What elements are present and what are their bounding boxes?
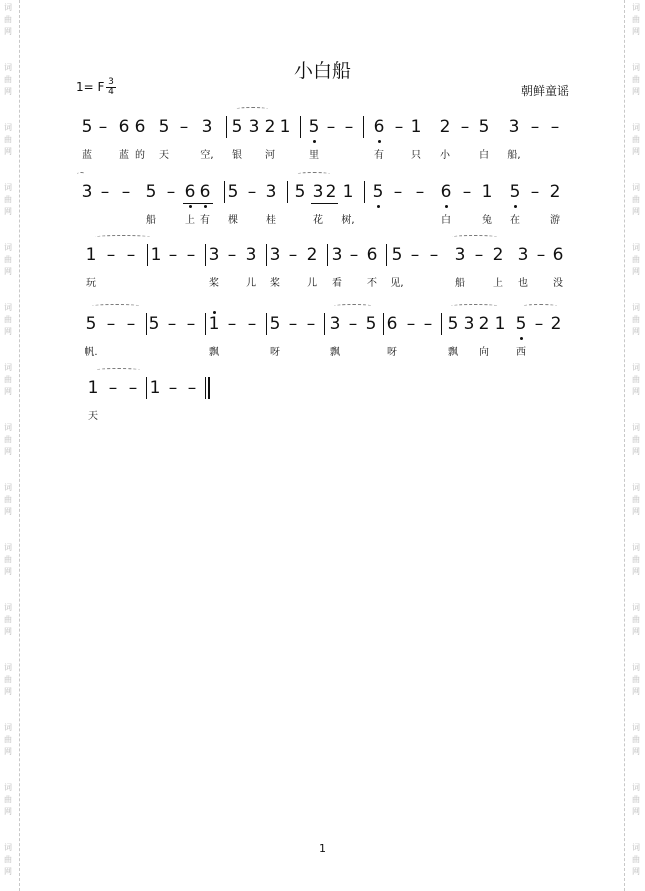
- time-signature: [106, 78, 116, 97]
- note: 3: [208, 245, 220, 265]
- watermark-glyph: 词: [632, 363, 640, 372]
- low-octave-dot: [378, 140, 381, 143]
- slur: [452, 235, 497, 239]
- watermark-glyph: 词: [632, 3, 640, 12]
- sustain-dash: –: [186, 314, 196, 334]
- low-octave-dot: [189, 205, 192, 208]
- note: 5: [158, 117, 170, 137]
- watermark-glyph: 曲: [632, 15, 640, 24]
- lyric: 飘: [330, 347, 340, 358]
- sustain-dash: –: [460, 117, 470, 137]
- sustain-dash: –: [108, 378, 118, 398]
- lyric: 船: [146, 215, 156, 226]
- note: 1: [208, 314, 220, 334]
- sustain-dash: –: [462, 182, 472, 202]
- slur: [334, 304, 372, 308]
- note: 5: [294, 182, 306, 202]
- sustain-dash: –: [126, 245, 136, 265]
- lyric: 玩: [86, 278, 96, 289]
- sustain-dash: –: [393, 182, 403, 202]
- lyric: 没: [553, 278, 563, 289]
- watermark-glyph: 词: [4, 783, 12, 792]
- watermark-glyph: 曲: [632, 675, 640, 684]
- watermark-glyph: 词: [632, 663, 640, 672]
- note: 6: [386, 314, 398, 334]
- watermark-glyph: 词: [4, 483, 12, 492]
- key-signature: 1= F: [76, 80, 105, 94]
- sustain-dash: –: [348, 314, 358, 334]
- lyric: 船,: [507, 150, 521, 161]
- watermark-group: [2, 482, 14, 518]
- watermark-glyph: 词: [632, 183, 640, 192]
- note: 3: [329, 314, 341, 334]
- barline: [300, 116, 301, 138]
- sustain-dash: –: [474, 245, 484, 265]
- watermark-glyph: 网: [4, 387, 12, 396]
- sustain-dash: –: [106, 314, 116, 334]
- watermark-glyph: 曲: [632, 435, 640, 444]
- sustain-dash: –: [410, 245, 420, 265]
- watermark-glyph: 词: [4, 603, 12, 612]
- watermark-glyph: 网: [632, 267, 640, 276]
- lyric: 的: [135, 150, 145, 161]
- watermark-glyph: 网: [4, 147, 12, 156]
- watermark-glyph: 词: [632, 843, 640, 852]
- lyric: 向: [479, 347, 489, 358]
- watermark-glyph: 曲: [632, 795, 640, 804]
- lyric: 游: [550, 215, 560, 226]
- lyric: 也: [518, 278, 528, 289]
- slur: [95, 235, 150, 239]
- lyric: 不: [367, 278, 377, 289]
- sustain-dash: –: [530, 117, 540, 137]
- barline: [324, 313, 325, 335]
- watermark-glyph: 网: [4, 687, 12, 696]
- lyric: 船: [455, 278, 465, 289]
- watermark-glyph: 曲: [4, 855, 12, 864]
- watermark-glyph: 曲: [4, 75, 12, 84]
- lyric: 见,: [390, 278, 404, 289]
- watermark-glyph: 曲: [632, 315, 640, 324]
- watermark-glyph: 网: [632, 747, 640, 756]
- note: 6: [184, 182, 196, 202]
- note: 3: [269, 245, 281, 265]
- watermark-glyph: 曲: [4, 195, 12, 204]
- watermark-glyph: 词: [4, 3, 12, 12]
- composer-credit: 朝鲜童谣: [521, 84, 570, 98]
- lyric: 天: [88, 411, 98, 422]
- note: 2: [264, 117, 276, 137]
- barline: [386, 244, 387, 266]
- note: 5: [391, 245, 403, 265]
- note: 5: [372, 182, 384, 202]
- sustain-dash: –: [167, 314, 177, 334]
- note: 6: [134, 117, 146, 137]
- note: 3: [81, 182, 93, 202]
- watermark-glyph: 词: [4, 303, 12, 312]
- watermark-group: [2, 662, 14, 698]
- low-octave-dot: [204, 205, 207, 208]
- low-octave-dot: [514, 205, 517, 208]
- note: 5: [148, 314, 160, 334]
- lyric: 桨: [270, 278, 280, 289]
- lyric: 呀: [270, 347, 280, 358]
- watermark-glyph: 曲: [632, 75, 640, 84]
- slur: [523, 304, 557, 308]
- watermark-glyph: 曲: [632, 735, 640, 744]
- lyric: 空,: [200, 150, 214, 161]
- watermark-glyph: 网: [4, 507, 12, 516]
- sustain-dash: –: [98, 117, 108, 137]
- watermark-glyph: 词: [632, 243, 640, 252]
- sustain-dash: –: [429, 245, 439, 265]
- watermark-glyph: 曲: [632, 495, 640, 504]
- note: 6: [118, 117, 130, 137]
- sustain-dash: –: [536, 245, 546, 265]
- low-octave-dot: [520, 337, 523, 340]
- watermark-glyph: 网: [4, 867, 12, 876]
- watermark-glyph: 曲: [4, 495, 12, 504]
- note: 2: [492, 245, 504, 265]
- slur: [92, 304, 140, 308]
- watermark-glyph: 网: [632, 627, 640, 636]
- note: 1: [342, 182, 354, 202]
- watermark-glyph: 曲: [632, 375, 640, 384]
- watermark-glyph: 网: [632, 867, 640, 876]
- watermark-glyph: 词: [4, 423, 12, 432]
- watermark-glyph: 词: [632, 63, 640, 72]
- lyric: 有: [374, 150, 384, 161]
- watermark-glyph: 词: [4, 63, 12, 72]
- watermark-glyph: 网: [4, 27, 12, 36]
- watermark-glyph: 曲: [632, 855, 640, 864]
- sustain-dash: –: [166, 182, 176, 202]
- lyric: 银: [232, 150, 242, 161]
- score-row: [0, 371, 645, 461]
- note: 3: [454, 245, 466, 265]
- slur: [451, 304, 498, 308]
- sustain-dash: –: [128, 378, 138, 398]
- watermark-glyph: 网: [632, 807, 640, 816]
- note: 3: [201, 117, 213, 137]
- note: 1: [149, 378, 161, 398]
- watermark-glyph: 词: [4, 723, 12, 732]
- watermark-glyph: 网: [4, 87, 12, 96]
- time-signature-denominator: 4: [106, 87, 116, 97]
- note: 5: [231, 117, 243, 137]
- note: 3: [508, 117, 520, 137]
- note: 2: [439, 117, 451, 137]
- watermark-glyph: 网: [632, 507, 640, 516]
- barline: [441, 313, 442, 335]
- watermark-glyph: 曲: [4, 375, 12, 384]
- lyric: 桨: [209, 278, 219, 289]
- watermark-group: [2, 2, 14, 38]
- note: 2: [550, 314, 562, 334]
- watermark-group: [630, 2, 642, 38]
- watermark-glyph: 网: [632, 147, 640, 156]
- sustain-dash: –: [344, 117, 354, 137]
- watermark-glyph: 网: [4, 567, 12, 576]
- lyric: 白: [479, 150, 489, 161]
- note: 3: [463, 314, 475, 334]
- watermark-glyph: 网: [632, 447, 640, 456]
- note: 2: [478, 314, 490, 334]
- watermark-glyph: 网: [4, 327, 12, 336]
- time-signature-numerator: 3: [108, 77, 114, 87]
- watermark-glyph: 网: [632, 27, 640, 36]
- lyric: 棵: [228, 215, 238, 226]
- sustain-dash: –: [534, 314, 544, 334]
- final-barline-thin: [205, 377, 206, 399]
- note: 5: [447, 314, 459, 334]
- note: 5: [365, 314, 377, 334]
- sustain-dash: –: [530, 182, 540, 202]
- watermark-glyph: 网: [632, 687, 640, 696]
- watermark-glyph: 词: [4, 243, 12, 252]
- watermark-glyph: 词: [632, 783, 640, 792]
- lyric: 飘: [209, 347, 219, 358]
- sustain-dash: –: [349, 245, 359, 265]
- note: 1: [85, 245, 97, 265]
- slur: [96, 368, 140, 372]
- watermark-glyph: 网: [632, 327, 640, 336]
- watermark-glyph: 词: [632, 543, 640, 552]
- sustain-dash: –: [550, 117, 560, 137]
- watermark-glyph: 曲: [4, 15, 12, 24]
- note: 3: [248, 117, 260, 137]
- note: 3: [265, 182, 277, 202]
- watermark-glyph: 曲: [4, 735, 12, 744]
- lyric: 有: [200, 215, 210, 226]
- sustain-dash: –: [288, 245, 298, 265]
- note: 6: [199, 182, 211, 202]
- watermark-group: [2, 542, 14, 578]
- barline: [327, 244, 328, 266]
- watermark-glyph: 词: [632, 603, 640, 612]
- watermark-glyph: 曲: [4, 135, 12, 144]
- watermark-glyph: 词: [632, 423, 640, 432]
- note: 1: [279, 117, 291, 137]
- watermark-glyph: 网: [632, 207, 640, 216]
- barline: [287, 181, 288, 203]
- sustain-dash: –: [415, 182, 425, 202]
- watermark-glyph: 曲: [632, 555, 640, 564]
- lyric: 河: [265, 150, 275, 161]
- note: 5: [509, 182, 521, 202]
- note: 1: [150, 245, 162, 265]
- lyric: 飘: [448, 347, 458, 358]
- note: 6: [366, 245, 378, 265]
- lyric: 兔: [482, 215, 492, 226]
- sustain-dash: –: [187, 378, 197, 398]
- sustain-dash: –: [326, 117, 336, 137]
- low-octave-dot: [313, 140, 316, 143]
- note: 5: [269, 314, 281, 334]
- note: 2: [306, 245, 318, 265]
- sustain-dash: –: [126, 314, 136, 334]
- watermark-group: [2, 782, 14, 818]
- lyric: 蓝: [82, 150, 92, 161]
- lyric: 上: [493, 278, 503, 289]
- watermark-group: [630, 782, 642, 818]
- watermark-glyph: 网: [4, 447, 12, 456]
- watermark-group: [630, 722, 642, 758]
- watermark-glyph: 曲: [632, 195, 640, 204]
- slur: [297, 172, 330, 176]
- note: 5: [308, 117, 320, 137]
- note: 2: [325, 182, 337, 202]
- barline: [363, 116, 364, 138]
- sustain-dash: –: [394, 117, 404, 137]
- watermark-group: [630, 602, 642, 638]
- watermark-glyph: 曲: [4, 435, 12, 444]
- watermark-glyph: 曲: [4, 675, 12, 684]
- barline: [364, 181, 365, 203]
- watermark-glyph: 词: [4, 543, 12, 552]
- sustain-dash: –: [106, 245, 116, 265]
- eighth-underline: [183, 203, 213, 204]
- watermark-glyph: 曲: [4, 255, 12, 264]
- lyric: 儿: [246, 278, 256, 289]
- watermark-group: [2, 602, 14, 638]
- sustain-dash: –: [186, 245, 196, 265]
- lyric: 小: [440, 150, 450, 161]
- watermark-group: [630, 662, 642, 698]
- watermark-glyph: 词: [4, 363, 12, 372]
- sustain-dash: –: [247, 314, 257, 334]
- sustain-dash: –: [100, 182, 110, 202]
- lyric: 西: [516, 347, 526, 358]
- sustain-dash: –: [288, 314, 298, 334]
- watermark-group: [2, 722, 14, 758]
- song-title: 小白船: [293, 60, 351, 82]
- watermark-glyph: 曲: [632, 255, 640, 264]
- watermark-glyph: 词: [4, 663, 12, 672]
- slur: [236, 107, 268, 111]
- watermark-glyph: 词: [632, 303, 640, 312]
- watermark-glyph: 网: [632, 387, 640, 396]
- note: 1: [481, 182, 493, 202]
- sustain-dash: –: [227, 245, 237, 265]
- note: 3: [312, 182, 324, 202]
- note: 1: [410, 117, 422, 137]
- note: 6: [552, 245, 564, 265]
- lyric: 在: [510, 215, 520, 226]
- sustain-dash: –: [168, 245, 178, 265]
- lyric: 蓝: [119, 150, 129, 161]
- lyric: 天: [159, 150, 169, 161]
- sustain-dash: –: [306, 314, 316, 334]
- sustain-dash: –: [168, 378, 178, 398]
- note: 2: [549, 182, 561, 202]
- slur: [77, 172, 85, 176]
- watermark-glyph: 词: [632, 483, 640, 492]
- lyric: 帆.: [84, 347, 98, 358]
- sustain-dash: –: [406, 314, 416, 334]
- watermark-glyph: 网: [4, 267, 12, 276]
- watermark-glyph: 词: [4, 843, 12, 852]
- high-octave-dot: [213, 311, 216, 314]
- lyric: 里: [309, 150, 319, 161]
- sustain-dash: –: [121, 182, 131, 202]
- note: 3: [245, 245, 257, 265]
- lyric: 树,: [341, 215, 355, 226]
- lyric: 看: [332, 278, 342, 289]
- watermark-glyph: 词: [632, 723, 640, 732]
- sustain-dash: –: [247, 182, 257, 202]
- note: 5: [145, 182, 157, 202]
- page-number: 1: [319, 842, 326, 855]
- watermark-glyph: 词: [4, 183, 12, 192]
- watermark-glyph: 曲: [632, 615, 640, 624]
- lyric: 白: [441, 215, 451, 226]
- watermark-glyph: 曲: [4, 615, 12, 624]
- watermark-group: [630, 542, 642, 578]
- watermark-glyph: 网: [632, 87, 640, 96]
- lyric: 只: [411, 150, 421, 161]
- note: 5: [81, 117, 93, 137]
- watermark-glyph: 词: [632, 123, 640, 132]
- note: 1: [87, 378, 99, 398]
- note: 3: [331, 245, 343, 265]
- note: 3: [517, 245, 529, 265]
- sustain-dash: –: [423, 314, 433, 334]
- watermark-glyph: 网: [4, 807, 12, 816]
- watermark-glyph: 曲: [4, 795, 12, 804]
- note: 1: [494, 314, 506, 334]
- watermark-glyph: 曲: [632, 135, 640, 144]
- watermark-glyph: 网: [4, 207, 12, 216]
- sustain-dash: –: [179, 117, 189, 137]
- watermark-glyph: 曲: [4, 315, 12, 324]
- watermark-glyph: 网: [4, 627, 12, 636]
- lyric: 呀: [387, 347, 397, 358]
- watermark-glyph: 曲: [4, 555, 12, 564]
- final-barline-thick: [208, 377, 210, 399]
- note: 5: [515, 314, 527, 334]
- lyric: 上: [185, 215, 195, 226]
- lyric: 花: [313, 215, 323, 226]
- watermark-glyph: 网: [632, 567, 640, 576]
- note: 5: [227, 182, 239, 202]
- eighth-underline: [311, 203, 338, 204]
- note: 5: [85, 314, 97, 334]
- lyric: 桂: [266, 215, 276, 226]
- low-octave-dot: [445, 205, 448, 208]
- low-octave-dot: [377, 205, 380, 208]
- watermark-glyph: 词: [4, 123, 12, 132]
- watermark-group: [630, 482, 642, 518]
- lyric: 儿: [307, 278, 317, 289]
- note: 6: [373, 117, 385, 137]
- note: 5: [478, 117, 490, 137]
- barline: [226, 116, 227, 138]
- note: 6: [440, 182, 452, 202]
- sustain-dash: –: [227, 314, 237, 334]
- watermark-glyph: 网: [4, 747, 12, 756]
